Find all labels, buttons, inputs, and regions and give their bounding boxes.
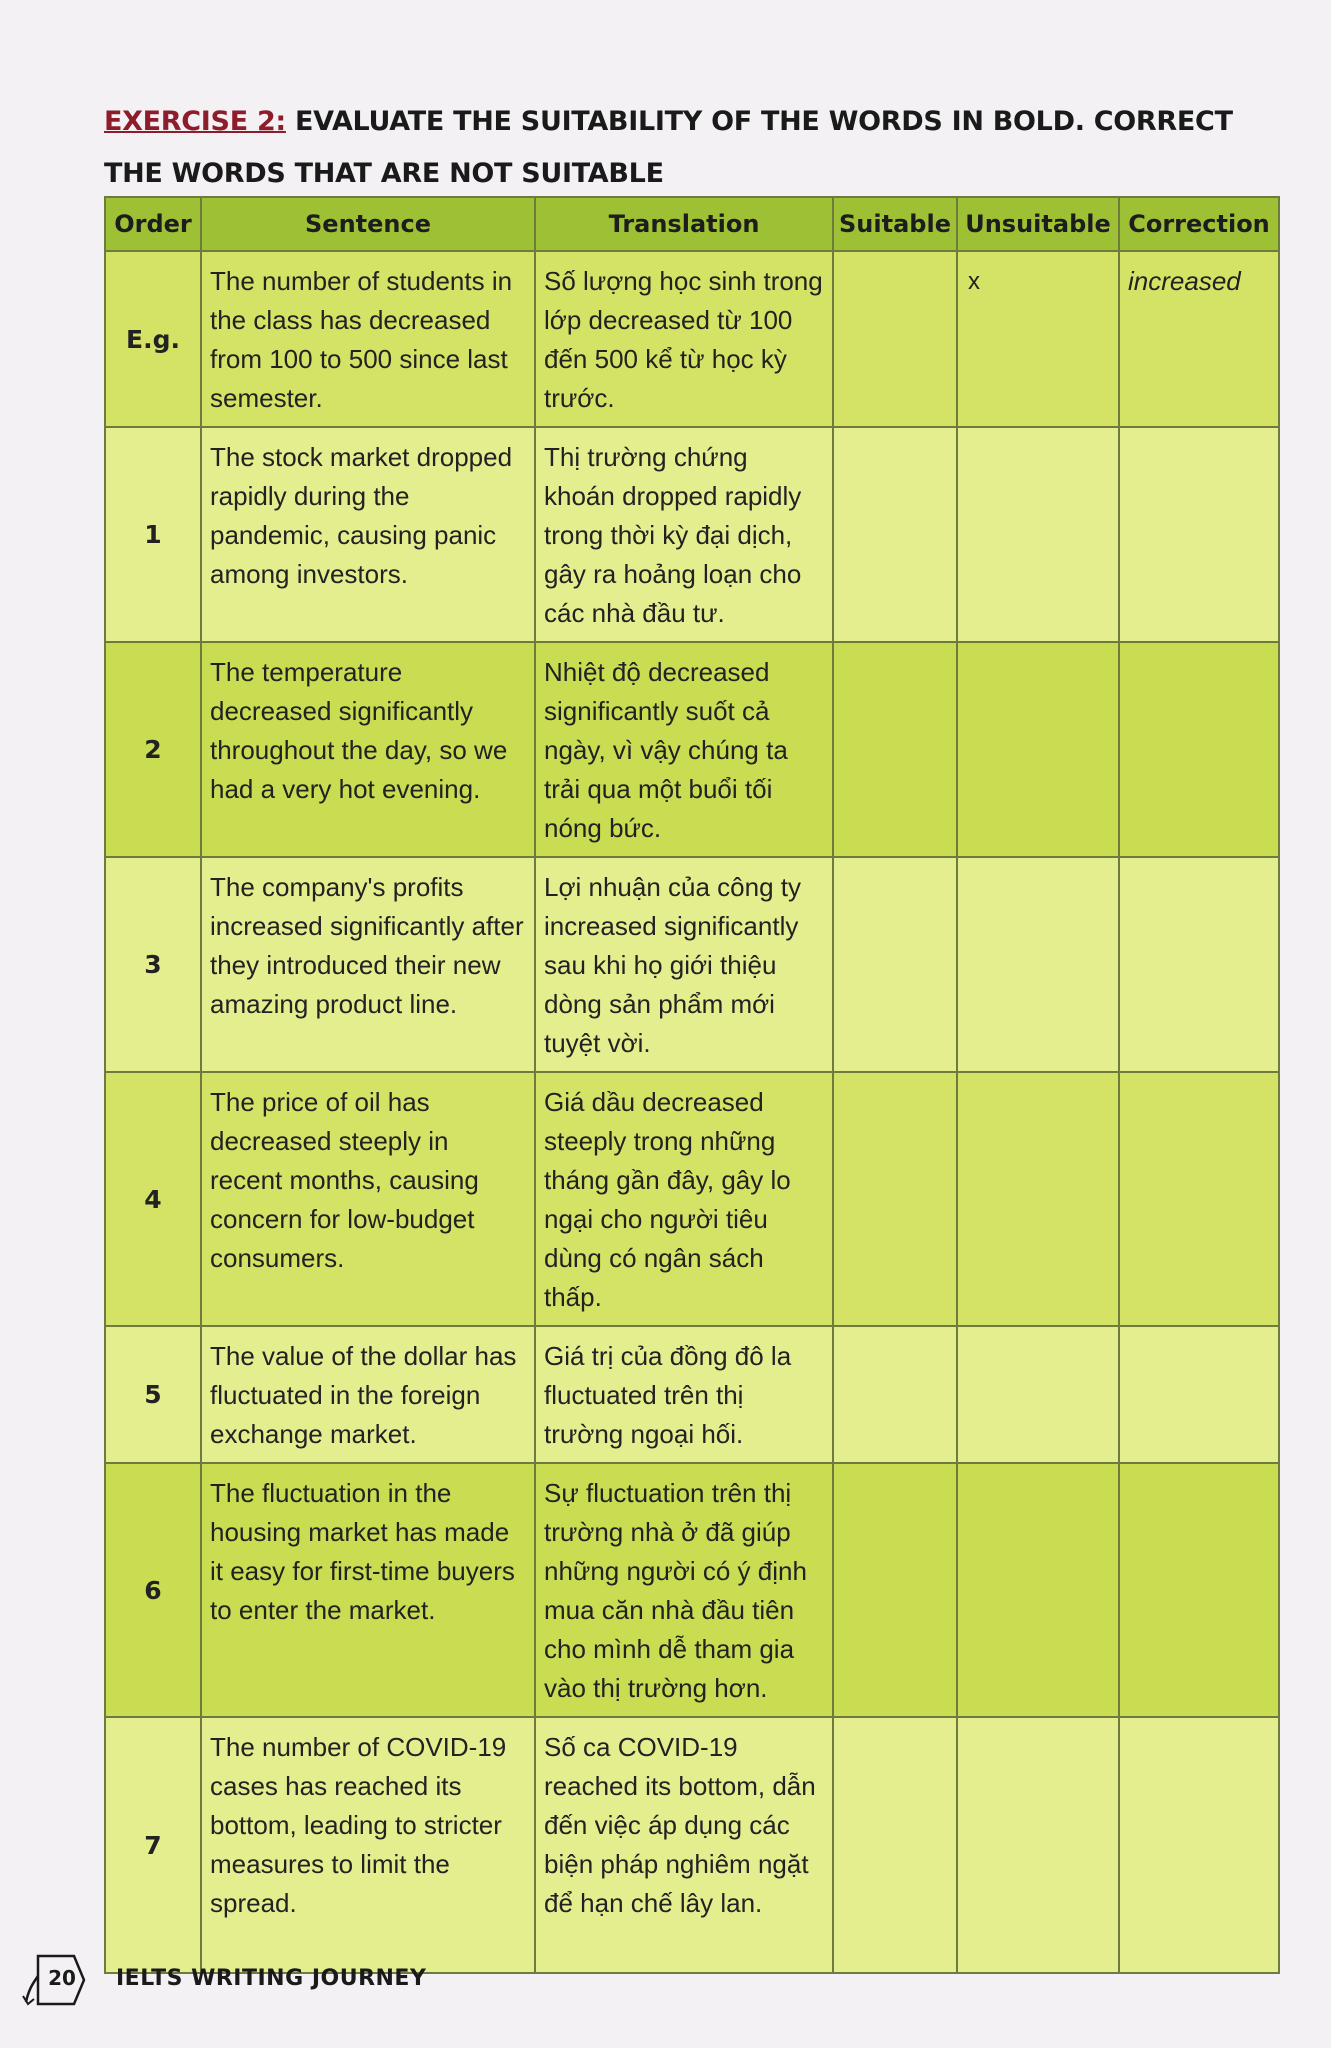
row-unsuitable-cell[interactable]: x <box>957 251 1119 427</box>
header-order: Order <box>105 197 201 251</box>
row-unsuitable-cell[interactable] <box>957 857 1119 1072</box>
row-translation: Giá trị của đồng đô la fluctuated trên thị trường ngoại hối. <box>535 1326 833 1463</box>
row-sentence: The price of oil has decreased steeply in recent months, causing concern for low-budget consumers. <box>201 1072 535 1326</box>
row-sentence: The fluctuation in the housing market has made it easy for first-time buyers to enter the market. <box>201 1463 535 1717</box>
row-order: 5 <box>105 1326 201 1463</box>
row-translation: Số ca COVID-19 reached its bottom, dẫn đến việc áp dụng các biện pháp nghiêm ngặt để hạn chế lây lan. <box>535 1717 833 1973</box>
page-number: 20 <box>48 1966 76 1990</box>
table-row <box>105 1463 1279 1717</box>
row-unsuitable-cell[interactable] <box>957 1326 1119 1463</box>
row-sentence: The company's profits increased significantly after they introduced their new amazing product line. <box>201 857 535 1072</box>
row-correction-cell[interactable]: increased <box>1119 251 1279 427</box>
table-row <box>105 427 1279 642</box>
row-correction-cell[interactable] <box>1119 1072 1279 1326</box>
row-translation: Thị trường chứng khoán dropped rapidly trong thời kỳ đại dịch, gây ra hoảng loạn cho các nhà đầu tư. <box>535 427 833 642</box>
row-suitable-cell[interactable] <box>833 251 957 427</box>
row-suitable-cell[interactable] <box>833 642 957 857</box>
page-footer <box>20 1952 520 2012</box>
row-sentence: The number of students in the class has decreased from 100 to 500 since last semester. <box>201 251 535 427</box>
row-translation: Lợi nhuận của công ty increased significantly sau khi họ giới thiệu dòng sản phẩm mới tuyệt vời. <box>535 857 833 1072</box>
exercise-instruction: EVALUATE THE SUITABILITY OF THE WORDS IN BOLD. CORRECT THE WORDS THAT ARE NOT SUITABLE <box>104 106 1233 189</box>
book-title: IELTS WRITING JOURNEY <box>116 1966 427 1991</box>
row-suitable-cell[interactable] <box>833 857 957 1072</box>
row-order: 4 <box>105 1072 201 1326</box>
table-row <box>105 251 1279 427</box>
table-row <box>105 1717 1279 1973</box>
row-correction-cell[interactable] <box>1119 1326 1279 1463</box>
row-suitable-cell[interactable] <box>833 1717 957 1973</box>
row-suitable-cell[interactable] <box>833 427 957 642</box>
row-sentence: The value of the dollar has fluctuated in the foreign exchange market. <box>201 1326 535 1463</box>
row-correction-cell[interactable] <box>1119 642 1279 857</box>
row-translation: Giá dầu decreased steeply trong những tháng gần đây, gây lo ngại cho người tiêu dùng có ngân sách thấp. <box>535 1072 833 1326</box>
row-correction-cell[interactable] <box>1119 857 1279 1072</box>
row-correction-cell[interactable] <box>1119 1463 1279 1717</box>
row-order: 3 <box>105 857 201 1072</box>
table-header-row <box>105 197 1279 251</box>
table-row <box>105 857 1279 1072</box>
table-row <box>105 1326 1279 1463</box>
row-correction-cell[interactable] <box>1119 427 1279 642</box>
row-sentence: The number of COVID-19 cases has reached its bottom, leading to stricter measures to limit the spread. <box>201 1717 535 1973</box>
header-correction: Correction <box>1119 197 1279 251</box>
header-unsuitable: Unsuitable <box>957 197 1119 251</box>
exercise-label: EXERCISE 2: <box>104 106 286 137</box>
row-sentence: The temperature decreased significantly throughout the day, so we had a very hot evening. <box>201 642 535 857</box>
row-translation: Nhiệt độ decreased significantly suốt cả ngày, vì vậy chúng ta trải qua một buổi tối nóng bức. <box>535 642 833 857</box>
row-suitable-cell[interactable] <box>833 1072 957 1326</box>
row-sentence: The stock market dropped rapidly during the pandemic, causing panic among investors. <box>201 427 535 642</box>
row-unsuitable-cell[interactable] <box>957 642 1119 857</box>
exercise-table <box>104 196 1280 1974</box>
row-order: E.g. <box>105 251 201 427</box>
header-translation: Translation <box>535 197 833 251</box>
row-unsuitable-cell[interactable] <box>957 1717 1119 1973</box>
row-order: 2 <box>105 642 201 857</box>
header-suitable: Suitable <box>833 197 957 251</box>
exercise-heading <box>104 96 1284 200</box>
row-unsuitable-cell[interactable] <box>957 1463 1119 1717</box>
table-row <box>105 642 1279 857</box>
row-unsuitable-cell[interactable] <box>957 1072 1119 1326</box>
row-translation: Số lượng học sinh trong lớp decreased từ 100 đến 500 kể từ học kỳ trước. <box>535 251 833 427</box>
row-order: 1 <box>105 427 201 642</box>
row-unsuitable-cell[interactable] <box>957 427 1119 642</box>
header-sentence: Sentence <box>201 197 535 251</box>
row-order: 6 <box>105 1463 201 1717</box>
row-suitable-cell[interactable] <box>833 1463 957 1717</box>
row-correction-cell[interactable] <box>1119 1717 1279 1973</box>
table-row <box>105 1072 1279 1326</box>
row-order: 7 <box>105 1717 201 1973</box>
row-translation: Sự fluctuation trên thị trường nhà ở đã giúp những người có ý định mua căn nhà đầu tiên cho mình dễ tham gia vào thị trường hơn. <box>535 1463 833 1717</box>
row-suitable-cell[interactable] <box>833 1326 957 1463</box>
